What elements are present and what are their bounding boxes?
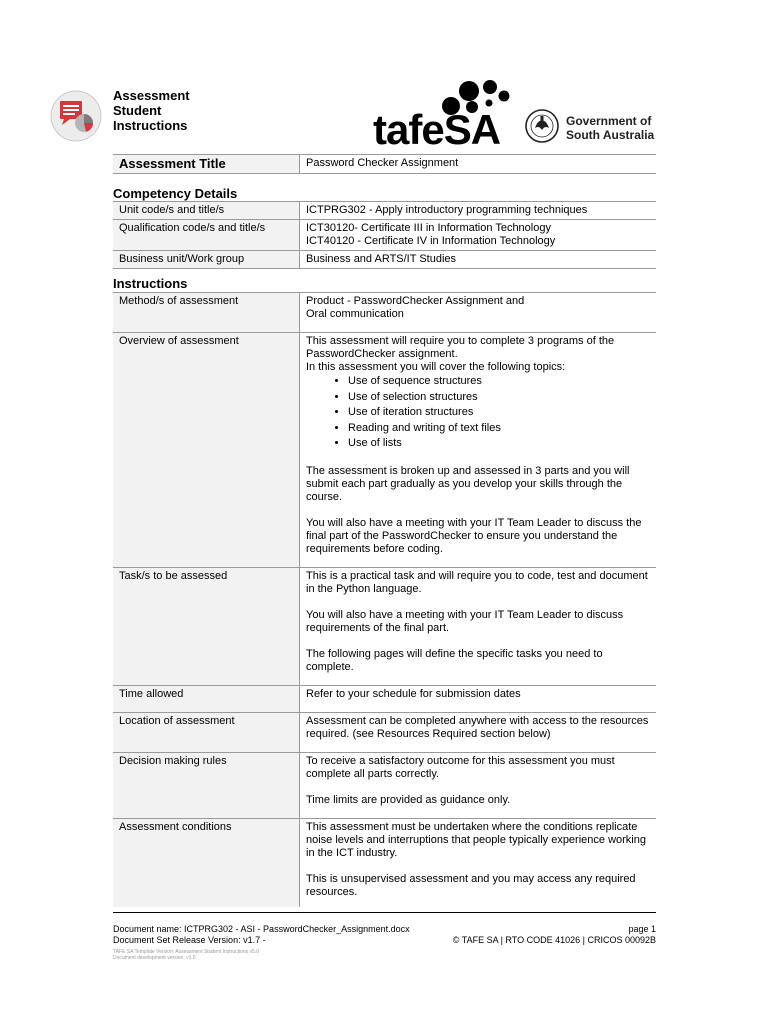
tasks-label: Task/s to be assessed [113, 567, 300, 685]
conditions-label: Assessment conditions [113, 818, 300, 907]
competency-details-table [113, 201, 656, 269]
dev-line: Document development version: v1.0 [113, 955, 196, 961]
tasks-paragraph: This is a practical task and will require you to code, test and document in the Python language. [306, 569, 648, 595]
document-type-title [113, 88, 190, 133]
qualification-value: ICT30120- Certificate III in Information Technology [306, 222, 551, 234]
gov-line: Government of [566, 114, 652, 128]
copyright: © TAFE SA | RTO CODE 41026 | CRICOS 00092B [452, 935, 656, 945]
template-version-note [113, 949, 259, 961]
unit-code-value: ICTPRG302 - Apply introductory programming techniques [300, 202, 657, 220]
template-line: TAFE SA Template Version: Assessment Student Instructions v5.0 [113, 949, 259, 955]
decision-paragraph: To receive a satisfactory outcome for this assessment you must complete all parts correctly. [306, 754, 615, 780]
document-name: Document name: ICTPRG302 - ASI - PasswordChecker_Assignment.docx [113, 924, 410, 934]
conditions-paragraph: This assessment must be undertaken where the conditions replicate noise levels and interruptions that people typically experience working in the ICT industry. [306, 820, 646, 859]
table-row [113, 712, 656, 752]
list-item: • Reading and writing of text files [348, 421, 650, 437]
overview-intro: In this assessment you will cover the following topics: [306, 361, 566, 373]
list-item: • Use of lists [348, 436, 650, 452]
table-row [113, 752, 656, 818]
decision-rules-label: Decision making rules [113, 752, 300, 818]
table-row [113, 333, 656, 568]
table-row [113, 155, 656, 174]
location-label: Location of assessment [113, 712, 300, 752]
footer-divider [113, 912, 656, 913]
assessment-instructions-icon [50, 90, 102, 142]
topics-list [306, 374, 650, 452]
government-of-south-australia-logo [524, 108, 656, 148]
footer-left [113, 924, 410, 946]
title-line: Assessment [113, 88, 190, 103]
assessment-title-table [113, 154, 656, 174]
assessment-title-label: Assessment Title [113, 155, 300, 174]
assessment-title-value: Password Checker Assignment [300, 155, 657, 174]
unit-code-label: Unit code/s and title/s [113, 202, 300, 220]
time-allowed-label: Time allowed [113, 685, 300, 712]
method-value: Oral communication [306, 308, 404, 320]
table-row [113, 202, 656, 220]
conditions-paragraph: This is unsupervised assessment and you may access any required resources. [306, 872, 636, 898]
time-allowed-value: Refer to your schedule for submission dates [300, 685, 657, 712]
qualification-label: Qualification code/s and title/s [113, 220, 300, 251]
table-row [113, 567, 656, 685]
business-unit-value: Business and ARTS/IT Studies [300, 251, 657, 269]
overview-paragraph: You will also have a meeting with your IT Team Leader to discuss the final part of the PasswordChecker to ensure you understand the requirements before coding. [306, 516, 642, 555]
tasks-paragraph: You will also have a meeting with your IT Team Leader to discuss requirements of the final part. [306, 608, 624, 634]
overview-paragraph: The assessment is broken up and assessed in 3 parts and you will submit each part gradually as you develop your skills through the course. [306, 464, 630, 503]
table-row [113, 818, 656, 907]
state-crest-icon [524, 108, 560, 144]
overview-intro: This assessment will require you to complete 3 programs of the PasswordChecker assignment. [306, 335, 615, 360]
method-value: Product - PasswordChecker Assignment and [306, 295, 525, 307]
title-line: Student [113, 103, 162, 118]
list-item: • Use of iteration structures [348, 405, 650, 421]
tafesa-logo [372, 78, 528, 148]
list-item: • Use of sequence structures [348, 374, 650, 390]
instructions-table [113, 292, 656, 907]
list-item: • Use of selection structures [348, 390, 650, 406]
footer-right [453, 924, 656, 946]
gov-line: South Australia [566, 128, 655, 142]
overview-label: Overview of assessment [113, 333, 300, 568]
method-label: Method/s of assessment [113, 293, 300, 333]
table-row [113, 220, 656, 251]
release-version: Document Set Release Version: v1.7 - [113, 935, 266, 945]
svg-text:tafeSA: tafeSA [373, 106, 501, 148]
instructions-heading: Instructions [113, 276, 188, 291]
title-line: Instructions [113, 118, 188, 133]
qualification-value: ICT40120 - Certificate IV in Information Technology [306, 235, 556, 247]
location-value: Assessment can be completed anywhere with access to the resources required. (see Resources Required section below) [300, 712, 657, 752]
tasks-paragraph: The following pages will define the specific tasks you need to complete. [306, 647, 603, 673]
decision-paragraph: Time limits are provided as guidance only. [306, 793, 511, 806]
business-unit-label: Business unit/Work group [113, 251, 300, 269]
table-row [113, 251, 656, 269]
competency-details-heading: Competency Details [113, 186, 238, 201]
table-row [113, 293, 656, 333]
page-number: page 1 [628, 924, 656, 934]
table-row [113, 685, 656, 712]
